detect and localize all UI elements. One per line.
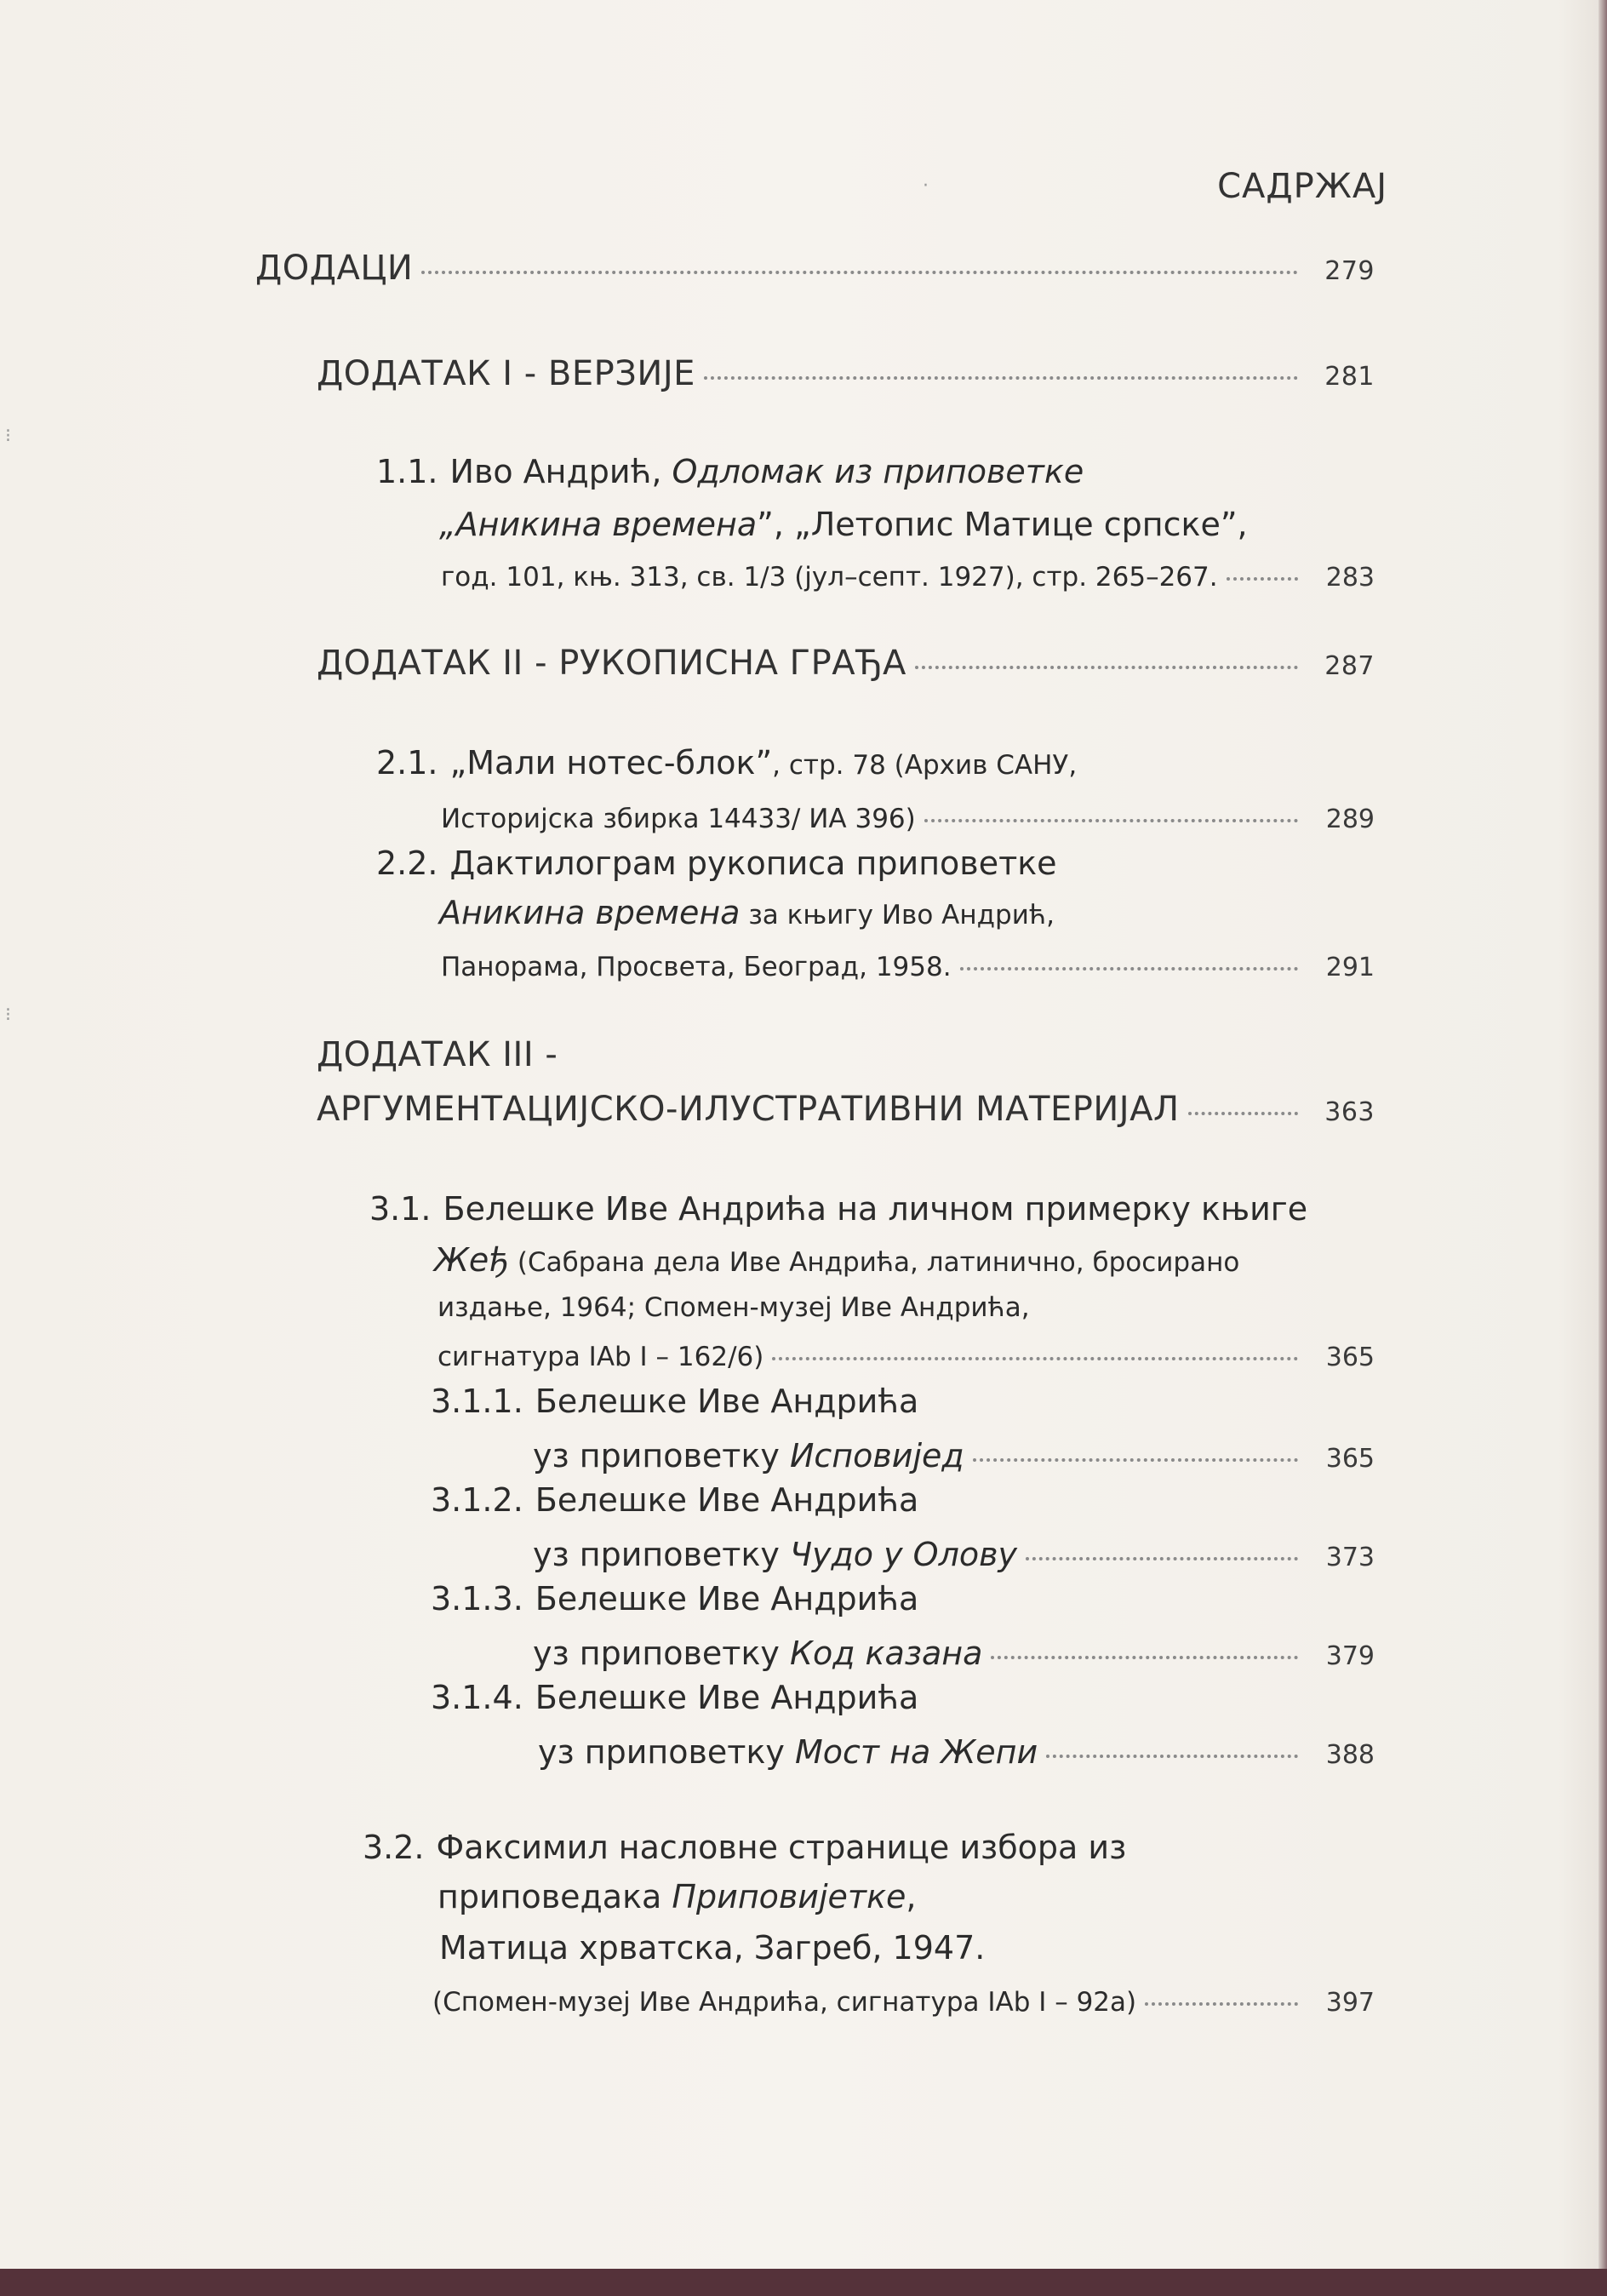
toc-entry-3-1-line-3: издање, 1964; Спомен-музеј Иве Андрића, (437, 1292, 1030, 1323)
toc-title: ДОДАЦИ (255, 249, 414, 288)
entry-italic-title: Исповијед (789, 1437, 964, 1474)
entry-text: (Спомен-музеј Иве Андрића, сигнатура IAb I – 92а) (432, 1987, 1137, 2018)
entry-text: приповедака (437, 1878, 672, 1915)
entry-text: уз приповетку (533, 1536, 790, 1573)
toc-entry-3-1-2-line-2 (533, 1536, 1375, 1573)
page-number: 291 (1325, 953, 1375, 982)
entry-text: , (906, 1878, 917, 1915)
toc-title: АРГУМЕНТАЦИЈСКО-ИЛУСТРАТИВНИ МАТЕРИЈАЛ (317, 1090, 1180, 1129)
dot-leader (960, 967, 1298, 971)
entry-text: год. 101, књ. 313, св. 1/3 (јул–септ. 1927), стр. 265–267. (441, 562, 1218, 593)
entry-number: 3.1.2. (431, 1481, 523, 1519)
toc-entry-3-1-3-line-1 (431, 1580, 918, 1618)
entry-text: сигнатура IAb I – 162/6) (437, 1342, 764, 1372)
toc-entry-3-2-line-1 (363, 1829, 1126, 1866)
dot-leader (704, 376, 1298, 380)
entry-text: уз приповетку (533, 1635, 790, 1672)
entry-number: 3.1.3. (431, 1580, 523, 1618)
dot-leader (915, 666, 1298, 669)
page-number: 397 (1325, 1988, 1375, 2018)
dot-leader (772, 1357, 1298, 1360)
toc-entry-dodatak-3-line-2 (317, 1090, 1375, 1129)
scan-mark: ⁝ (5, 1005, 11, 1026)
dot-leader (924, 819, 1298, 822)
entry-text: (Сабрана дела Иве Андрића, латинично, бросирано (509, 1247, 1240, 1278)
toc-entry-3-2-line-3: Матица хрватска, Загреб, 1947. (439, 1929, 986, 1967)
toc-entry-3-1-3-line-2 (533, 1635, 1375, 1672)
dot-leader (421, 271, 1298, 274)
entry-text: Иво Андрић, (449, 453, 672, 490)
entry-text: „Мали нотес-блок” (449, 744, 773, 782)
toc-entry-3-1-line-2 (434, 1241, 1239, 1279)
toc-entry-1-1-line-1 (376, 453, 1084, 490)
running-head: САДРЖАЈ (1217, 167, 1387, 206)
toc-entry-2-2-line-1 (376, 845, 1057, 882)
entry-number: 3.1.4. (431, 1679, 523, 1716)
page-edge (1598, 0, 1607, 2296)
toc-entry-2-1-line-1 (376, 744, 1077, 782)
toc-entry-dodaci (255, 249, 1375, 288)
dot-leader (973, 1458, 1298, 1462)
page-number: 287 (1324, 651, 1375, 681)
entry-italic-title: Аникина времена (439, 894, 741, 931)
entry-italic-title: Одломак из приповетке (672, 453, 1084, 490)
dot-leader (991, 1656, 1298, 1659)
toc-entry-3-1-4-line-2 (538, 1733, 1375, 1771)
toc-entry-2-1-line-2 (441, 804, 1375, 834)
toc-entry-1-1-line-3 (441, 562, 1375, 593)
toc-entry-1-1-line-2 (439, 506, 1248, 543)
page-number: 279 (1324, 256, 1375, 286)
entry-text: Белешке Иве Андрића (535, 1580, 919, 1618)
dot-leader (1188, 1112, 1298, 1115)
entry-number: 3.2. (363, 1829, 425, 1866)
entry-text: Белешке Иве Андрића (535, 1679, 919, 1716)
toc-entry-3-1-2-line-1 (431, 1481, 918, 1519)
dot-leader (1227, 577, 1298, 581)
entry-number: 1.1. (376, 453, 438, 490)
toc-entry-3-1-4-line-1 (431, 1679, 918, 1716)
toc-entry-2-2-line-2 (439, 894, 1055, 931)
entry-text: ”, „Летопис Матице српске”, (757, 506, 1248, 543)
entry-italic-title: Чудо у Олову (789, 1536, 1018, 1573)
entry-text: за књигу Иво Андрић, (740, 900, 1055, 930)
toc-entry-dodatak-2 (317, 644, 1375, 683)
dot-leader (1026, 1557, 1298, 1560)
toc-title: ДОДАТАК I - ВЕРЗИЈЕ (317, 354, 695, 393)
toc-entry-dodatak-1 (317, 354, 1375, 393)
page-number: 365 (1325, 1444, 1375, 1474)
page-number: 363 (1324, 1097, 1375, 1127)
toc-entry-3-2-line-4 (432, 1987, 1375, 2018)
entry-text: Панорама, Просвета, Београд, 1958. (441, 952, 952, 982)
entry-text: Факсимил насловне странице избора из (436, 1829, 1127, 1866)
scan-mark: ⁝ (5, 426, 11, 447)
toc-title: ДОДАТАК II - РУКОПИСНА ГРАЂА (317, 644, 906, 683)
toc-entry-2-2-line-3 (441, 952, 1375, 982)
entry-text: Белешке Иве Андрића (535, 1481, 919, 1519)
page-number: 289 (1325, 804, 1375, 834)
page-number: 388 (1325, 1740, 1375, 1770)
dot-leader (1145, 2002, 1298, 2006)
entry-number: 2.1. (376, 744, 438, 782)
entry-text: Дактилограм рукописа приповетке (449, 845, 1057, 882)
entry-text: уз приповетку (533, 1437, 790, 1474)
page-number: 283 (1325, 563, 1375, 593)
entry-number: 3.1.1. (431, 1383, 523, 1420)
entry-number: 2.2. (376, 845, 438, 882)
toc-entry-3-2-line-2 (437, 1878, 917, 1915)
entry-number: 3.1. (369, 1190, 432, 1228)
entry-text: , стр. 78 (Архив САНУ, (772, 750, 1078, 781)
page-number: 281 (1324, 362, 1375, 392)
entry-text: Белешке Иве Андрића на личном примерку књиге (443, 1190, 1308, 1228)
toc-entry-3-1-1-line-1 (431, 1383, 918, 1420)
entry-text: Историјска збирка 14433/ ИА 396) (441, 804, 916, 834)
page-number: 379 (1325, 1641, 1375, 1671)
entry-italic-title: Код казана (789, 1635, 983, 1672)
entry-italic-title: Приповијетке (672, 1878, 906, 1915)
page-number: 365 (1325, 1343, 1375, 1372)
toc-entry-3-1-line-1 (369, 1190, 1307, 1228)
toc-entry-3-1-line-4 (437, 1342, 1375, 1372)
entry-italic-title: „Аникина времена (439, 506, 758, 543)
page-number: 373 (1325, 1543, 1375, 1572)
toc-entry-dodatak-3-line-1: ДОДАТАК III - (317, 1035, 558, 1074)
entry-text: Белешке Иве Андрића (535, 1383, 919, 1420)
scan-mark: · (923, 175, 929, 197)
toc-entry-3-1-1-line-2 (533, 1437, 1375, 1474)
cover-edge (0, 2269, 1607, 2296)
entry-italic-title: Жеђ (434, 1241, 510, 1279)
entry-italic-title: Мост на Жепи (794, 1733, 1038, 1771)
dot-leader (1046, 1755, 1298, 1758)
entry-text: уз приповетку (538, 1733, 795, 1771)
